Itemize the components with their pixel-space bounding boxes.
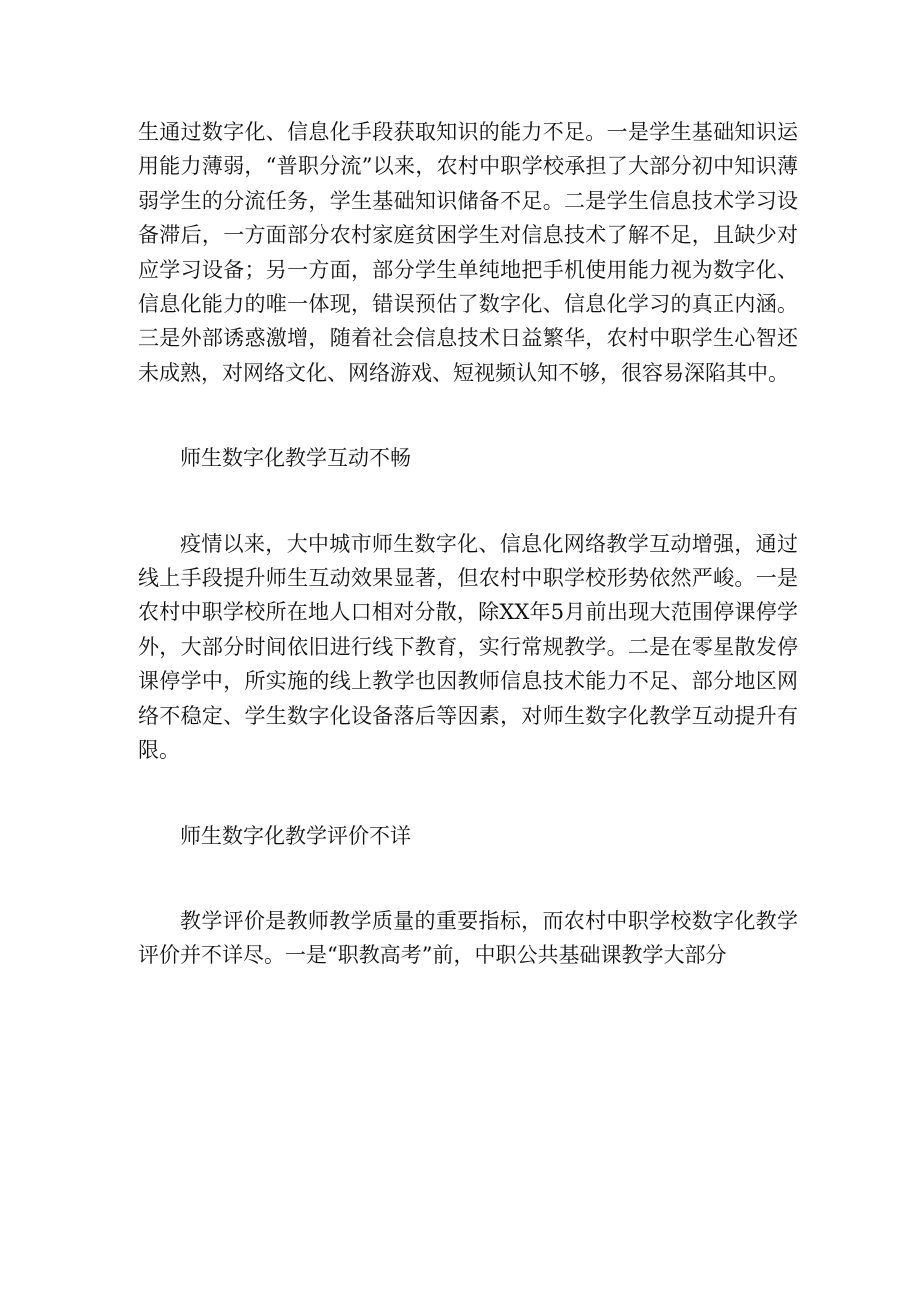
section-heading: 师生数字化教学互动不畅 [180, 446, 411, 471]
paragraph: 生通过数字化、信息化手段获取知识的能力不足。一是学生基础知识运用能力薄弱，“普职分流”以来，农村中职学校承担了大部分初中知识薄弱学生的分流任务，学生基础知识储备不足。二是学生信息技术学习设备滞后，一方面部分农村家庭贫困学生对信息技术了解不足，且缺少对应学习设备；另一方面，部分学生单纯地把手机使用能力视为数字化、信息化能力的唯一体现，错误预估了数字化、信息化学习的真正内涵。三是外部诱惑激增，随着社会信息技术日益繁华，农村中职学生心智还未成熟，对网络文化、网络游戏、短视频认知不够，很容易深陷其中。 [138, 120, 798, 385]
paragraph: 疫情以来，大中城市师生数字化、信息化网络教学互动增强，通过线上手段提升师生互动效果显著，但农村中职学校形势依然严峻。一是农村中职学校所在地人口相对分散，除XX年5月前出现大范围停课停学外，大部分时间依旧进行线下教育，实行常规教学。二是在零星散发停课停学中，所实施的线上教学也因教师信息技术能力不足、部分地区网络不稳定、学生数字化设备落后等因素，对师生数字化教学互动提升有限。 [138, 531, 798, 763]
paragraph: 教学评价是教师教学质量的重要指标，而农村中职学校数字化教学评价并不详尽。一是“职教高考”前，中职公共基础课教学大部分 [138, 908, 798, 968]
section-heading: 师生数字化教学评价不详 [180, 823, 411, 848]
document-body [138, 115, 798, 973]
